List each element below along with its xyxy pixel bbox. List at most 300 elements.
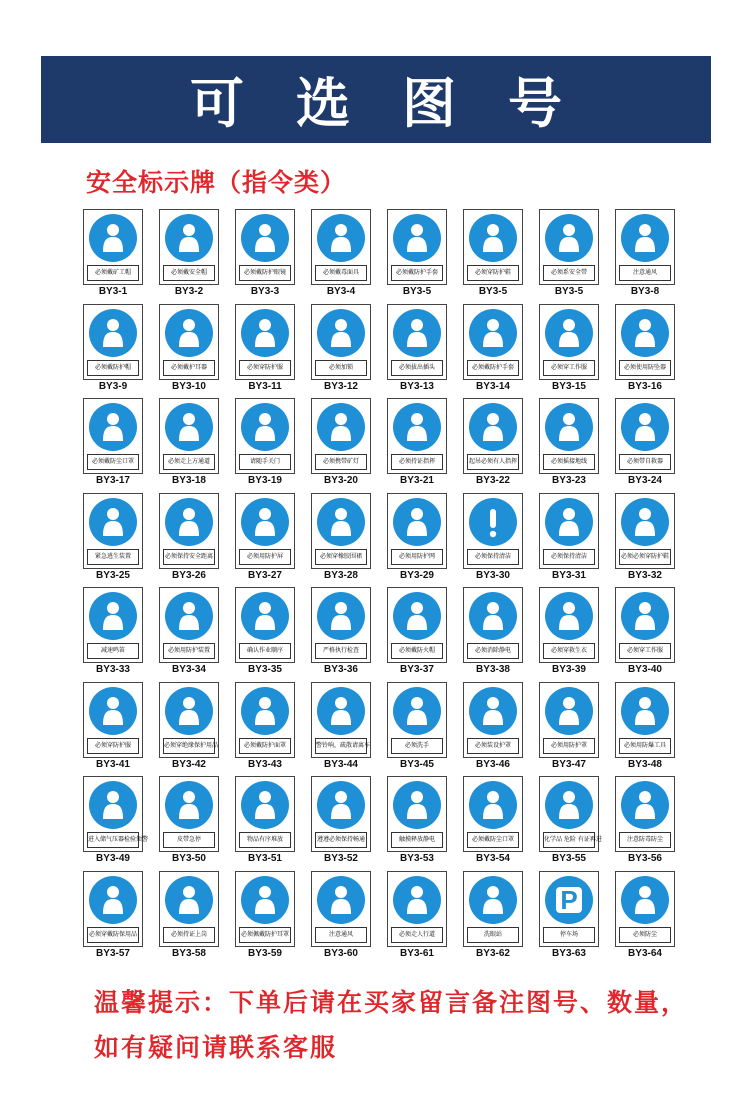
- sign-card: [159, 587, 219, 663]
- sign-item: [379, 491, 455, 585]
- sign-card: [159, 871, 219, 947]
- sign-label: 起吊必须有人指挥: [467, 454, 519, 470]
- crane-icon: [469, 403, 517, 451]
- sign-label: 必须穿橡胶围裙: [315, 549, 367, 565]
- sign-item: [75, 302, 151, 396]
- handwash-icon: [393, 687, 441, 735]
- sign-card: [311, 776, 371, 852]
- sign-item: [379, 680, 455, 774]
- sign-label: 必须装设护罩: [467, 738, 519, 754]
- sign-card: [387, 493, 447, 569]
- sign-code: BY3-63: [552, 947, 586, 959]
- sign-code: BY3-46: [476, 758, 510, 770]
- sign-code: BY3-58: [172, 947, 206, 959]
- sign-label: 必须戴防护帽: [87, 360, 139, 376]
- sign-label: 必须佩戴防护耳罩: [239, 927, 291, 943]
- sign-card: [387, 776, 447, 852]
- sign-card: [539, 776, 602, 852]
- sign-code: BY3-4: [326, 286, 356, 297]
- sign-card: [463, 398, 523, 474]
- certificate-icon: [165, 876, 213, 924]
- sign-card: [235, 776, 295, 852]
- sign-code: BY3-61: [400, 947, 434, 959]
- sign-code: BY3-37: [400, 664, 434, 675]
- sign-label: 必须用防护网: [391, 549, 443, 565]
- svg-text:P: P: [560, 884, 578, 915]
- sign-item: [455, 491, 531, 585]
- sign-label: 必须戴防护眼镜: [239, 265, 291, 281]
- sign-item: [151, 585, 227, 679]
- sign-label: 进入储气压器检验须警: [87, 832, 139, 848]
- sign-item: [303, 869, 379, 963]
- tools-icon: [621, 687, 669, 735]
- sign-label: 必须洗手: [391, 738, 443, 754]
- escape-icon: [89, 498, 137, 546]
- sign-card: [463, 209, 523, 285]
- sign-label: 减速鸣笛: [87, 643, 139, 659]
- hardhat-icon: [165, 214, 213, 262]
- sign-card: [311, 871, 371, 947]
- sign-code: BY3-49: [96, 853, 130, 864]
- bell-icon: [317, 687, 365, 735]
- shield-icon: [241, 498, 289, 546]
- sign-item: [303, 396, 379, 490]
- apron-icon: [317, 498, 365, 546]
- sign-label: 停车场: [543, 927, 595, 943]
- sign-card: [159, 493, 219, 569]
- sign-item: [455, 869, 531, 963]
- sign-card: [539, 398, 599, 474]
- sign-item: [607, 396, 683, 490]
- self-rescuer-icon: [621, 403, 669, 451]
- goggles-icon: [241, 214, 289, 262]
- sign-card: [159, 398, 219, 474]
- sign-code: BY3-34: [172, 664, 206, 675]
- dust-icon: [621, 876, 669, 924]
- lock-icon: [317, 309, 365, 357]
- ground-icon: [545, 403, 593, 451]
- sign-item: [531, 680, 607, 774]
- net-icon: [393, 498, 441, 546]
- sign-code: BY3-54: [476, 853, 510, 864]
- sign-code: BY3-41: [96, 758, 130, 770]
- sign-item: [607, 491, 683, 585]
- section-subtitle: 安全标示牌（指令类）: [86, 168, 347, 197]
- warm-tip: 温馨提示：下单后请在买家留言备注图号、数量，如有疑问请联系客服: [94, 988, 689, 1062]
- sign-label: 必须戴防尘口罩: [467, 832, 519, 848]
- sign-code: BY3-17: [96, 475, 130, 486]
- sign-code: BY3-15: [552, 380, 586, 392]
- sign-code: BY3-30: [476, 569, 510, 581]
- sequence-icon: [241, 592, 289, 640]
- sign-card: [235, 209, 295, 285]
- sign-card: [615, 209, 675, 285]
- sign-code: BY3-31: [552, 569, 586, 581]
- worker-icon: [621, 592, 669, 640]
- earmuff-icon: [165, 309, 213, 357]
- sign-card: [235, 587, 295, 663]
- sign-item: [379, 396, 455, 490]
- hazmat-truck-icon: [545, 781, 593, 829]
- mask-icon: [469, 781, 517, 829]
- sign-label: 遵遵必须保持畅通: [315, 832, 367, 848]
- sign-card: [83, 493, 143, 569]
- sign-code: BY3-5: [402, 286, 432, 297]
- sign-code: BY3-14: [476, 380, 510, 392]
- parking-icon: [545, 876, 593, 924]
- touch-icon: [393, 781, 441, 829]
- sign-code: BY3-53: [400, 853, 434, 864]
- glove-icon: [393, 214, 441, 262]
- sign-item: [455, 680, 531, 774]
- sign-label: 紧急逃生装置: [87, 549, 139, 565]
- sign-code: BY3-62: [476, 947, 510, 959]
- sign-code: BY3-48: [628, 758, 662, 770]
- sign-card: [83, 776, 149, 852]
- cleaning-icon: [545, 498, 593, 546]
- sign-code: BY3-19: [248, 475, 282, 486]
- sign-card: [311, 398, 371, 474]
- harness-icon: [545, 214, 593, 262]
- sign-label: 必须保持清洁: [467, 549, 519, 565]
- sign-item: [531, 302, 607, 396]
- suit-icon: [241, 309, 289, 357]
- sign-card: [235, 493, 295, 569]
- sign-item: [75, 680, 151, 774]
- sign-item: [151, 680, 227, 774]
- sign-label: 必须戴护耳器: [163, 360, 215, 376]
- sign-item: [227, 774, 303, 868]
- sign-label: 必须带自救器: [619, 454, 671, 470]
- sign-code: BY3-9: [98, 380, 128, 392]
- sign-label: 皮带急停: [163, 832, 215, 848]
- sign-label: 必须摇接地线: [543, 454, 595, 470]
- sign-code: BY3-33: [96, 664, 130, 675]
- respirator-icon: [621, 781, 669, 829]
- sign-item: [75, 774, 151, 868]
- sign-item: [531, 585, 607, 679]
- sign-item: [455, 774, 531, 868]
- sign-item: [151, 207, 227, 301]
- workwear-icon: [545, 309, 593, 357]
- sign-card: [539, 871, 599, 947]
- sign-item: [75, 207, 151, 301]
- sign-code: BY3-5: [478, 286, 508, 297]
- sign-code: BY3-51: [248, 853, 282, 864]
- sign-label: 触摸释放静电: [391, 832, 443, 848]
- sign-card: [235, 871, 295, 947]
- sign-card: [83, 209, 143, 285]
- sign-code: BY3-55: [552, 853, 586, 864]
- sign-item: [227, 491, 303, 585]
- sign-card: [387, 209, 447, 285]
- sign-label: 必须消除静电: [467, 643, 519, 659]
- sign-card: [311, 304, 371, 380]
- sign-card: [615, 304, 675, 380]
- sign-label: 严格执行检查: [315, 643, 367, 659]
- insulated-glove-icon: [165, 687, 213, 735]
- sign-item: [531, 491, 607, 585]
- hood-icon: [545, 687, 593, 735]
- sign-code: BY3-23: [552, 475, 586, 486]
- sign-label: 必须穿戴防保用品: [87, 927, 139, 943]
- sign-label: 注意通风: [619, 265, 671, 281]
- sign-code: BY3-56: [628, 853, 662, 864]
- sign-item: [227, 396, 303, 490]
- sign-item: [151, 396, 227, 490]
- sign-item: [379, 774, 455, 868]
- sign-item: [531, 774, 607, 868]
- fan-icon: [621, 214, 669, 262]
- faceshield-icon: [241, 687, 289, 735]
- sign-card: [83, 871, 143, 947]
- sign-label: 必须穿救生衣: [543, 643, 595, 659]
- stop-icon: [165, 781, 213, 829]
- sign-label: 必须走人行道: [391, 927, 443, 943]
- sign-label: 必须穿工作服: [619, 643, 671, 659]
- sign-label: 必须用防护罩: [543, 738, 595, 754]
- sign-code: BY3-26: [172, 569, 206, 581]
- boot-icon: [469, 214, 517, 262]
- sign-code: BY3-8: [630, 286, 660, 297]
- sign-item: [75, 869, 151, 963]
- sign-item: [151, 491, 227, 585]
- sign-card: [463, 682, 523, 758]
- sign-code: BY3-39: [552, 664, 586, 675]
- sign-item: [303, 207, 379, 301]
- sign-item: [455, 302, 531, 396]
- sign-label: 注意通风: [315, 927, 367, 943]
- sign-code: BY3-5: [554, 286, 584, 297]
- flagman-icon: [393, 403, 441, 451]
- sign-item: [607, 207, 683, 301]
- sign-code: BY3-32: [628, 569, 662, 581]
- sign-label: 必须穿防护鞋: [467, 265, 519, 281]
- sign-item: [227, 680, 303, 774]
- sign-card: [615, 871, 675, 947]
- sign-card: [311, 493, 371, 569]
- sign-code: BY3-38: [476, 664, 510, 675]
- overpass-icon: [165, 403, 213, 451]
- coverall-icon: [89, 687, 137, 735]
- sign-label: 必须戴安全帽: [163, 265, 215, 281]
- sign-code: BY3-64: [628, 947, 662, 959]
- ventilation-icon: [317, 876, 365, 924]
- sign-card: [159, 682, 219, 758]
- sign-label: 必须持证指挥: [391, 454, 443, 470]
- fall-arrester-icon: [621, 309, 669, 357]
- exclamation-icon: [469, 498, 517, 546]
- sign-card: [615, 587, 675, 663]
- gloves-icon: [469, 309, 517, 357]
- sign-card: [83, 398, 143, 474]
- sign-label: 必须戴防护手套: [391, 265, 443, 281]
- sign-card: [463, 493, 523, 569]
- sign-label: 必须穿防护服: [87, 738, 139, 754]
- sign-item: [531, 869, 607, 963]
- sign-label: 必须持证上岗: [163, 927, 215, 943]
- sign-item: [75, 491, 151, 585]
- page-title: 可选图号: [190, 72, 614, 135]
- pressure-icon: [89, 781, 137, 829]
- sign-card: [387, 398, 447, 474]
- sign-item: [607, 680, 683, 774]
- static-icon: [469, 592, 517, 640]
- sign-code: BY3-57: [96, 947, 130, 959]
- sign-item: [607, 585, 683, 679]
- sign-label: 必须使用防坠器: [619, 360, 671, 376]
- sign-code: BY3-29: [400, 569, 434, 581]
- sign-card: [615, 398, 675, 474]
- sign-code: BY3-47: [552, 758, 586, 770]
- walkway-icon: [393, 876, 441, 924]
- sign-label: 必须戴矿工帽: [87, 265, 139, 281]
- checklist-icon: [317, 592, 365, 640]
- sign-item: [379, 302, 455, 396]
- sign-item: [303, 585, 379, 679]
- sign-label: 必须必须穿防护鞋: [619, 549, 671, 565]
- door-icon: [241, 403, 289, 451]
- sign-item: [455, 585, 531, 679]
- sign-label: 必须保持安全距离: [163, 549, 215, 565]
- sign-code: BY3-27: [248, 569, 282, 581]
- sign-label: 必须系安全带: [543, 265, 595, 281]
- sign-code: BY3-16: [628, 380, 662, 392]
- sign-label: 必须用防爆工具: [619, 738, 671, 754]
- sign-card: [615, 682, 675, 758]
- sign-code: BY3-36: [324, 664, 358, 675]
- sign-code: BY3-44: [324, 758, 358, 770]
- sign-item: [151, 869, 227, 963]
- sign-item: [303, 302, 379, 396]
- sign-label: 化学品 危险 有证再进: [543, 832, 595, 848]
- sign-item: [379, 869, 455, 963]
- sign-item: [303, 680, 379, 774]
- sign-item: [607, 774, 683, 868]
- sign-item: [607, 302, 683, 396]
- sign-card: [387, 682, 447, 758]
- sign-item: [455, 207, 531, 301]
- sign-item: [607, 869, 683, 963]
- sign-label: 必须戴防护面罩: [239, 738, 291, 754]
- horn-icon: [89, 592, 137, 640]
- sign-label: 确认作业顺序: [239, 643, 291, 659]
- sign-label: 必须戴防火帽: [391, 643, 443, 659]
- sign-item: [75, 585, 151, 679]
- sign-item: [227, 302, 303, 396]
- sign-item: [379, 585, 455, 679]
- sign-label: 必须戴防尘口罩: [87, 454, 139, 470]
- sign-item: [455, 396, 531, 490]
- sign-code: BY3-21: [400, 475, 434, 486]
- sign-card: [311, 682, 371, 758]
- sign-label: 必须防尘: [619, 927, 671, 943]
- sign-code: BY3-28: [324, 569, 358, 581]
- sign-code: BY3-20: [324, 475, 358, 486]
- guard-icon: [165, 592, 213, 640]
- sign-label: 必须用防护屏: [239, 549, 291, 565]
- sign-card: [387, 587, 447, 663]
- sign-code: BY3-24: [628, 475, 662, 486]
- sign-item: [303, 774, 379, 868]
- sign-label: 警铃响，疏散请离车: [315, 738, 367, 754]
- sign-label: 洗眼站: [467, 927, 519, 943]
- sign-code: BY3-18: [172, 475, 206, 486]
- sign-card: [615, 493, 675, 569]
- sign-label: 必须保持清洁: [543, 549, 595, 565]
- eyewash-icon: [469, 876, 517, 924]
- sign-label: 必须加锁: [315, 360, 367, 376]
- sign-card: [539, 209, 599, 285]
- sign-item: [151, 774, 227, 868]
- sign-label: 必须戴毒面具: [315, 265, 367, 281]
- page-header: [41, 56, 711, 143]
- sign-label: 必须穿工作服: [543, 360, 595, 376]
- sign-card: [83, 682, 143, 758]
- sign-label: 必须穿绝缘保护用品: [163, 738, 215, 754]
- sign-code: BY3-42: [172, 758, 206, 770]
- passage-icon: [317, 781, 365, 829]
- sign-card: [463, 587, 523, 663]
- sign-code: BY3-45: [400, 758, 434, 770]
- sign-card: [159, 776, 219, 852]
- truck-icon: [393, 592, 441, 640]
- sign-code: BY3-1: [98, 286, 128, 297]
- sign-item: [303, 491, 379, 585]
- sign-item: [75, 396, 151, 490]
- sign-card: [387, 304, 447, 380]
- lifejacket-icon: [545, 592, 593, 640]
- sign-code: BY3-10: [172, 380, 206, 392]
- ppe-icon: [89, 876, 137, 924]
- sign-card: [311, 587, 371, 663]
- sign-card: [539, 587, 599, 663]
- dustmask-icon: [89, 403, 137, 451]
- gasmask-icon: [317, 214, 365, 262]
- sign-card: [235, 398, 295, 474]
- sign-item: [379, 207, 455, 301]
- sign-card: [539, 493, 599, 569]
- sign-item: [151, 302, 227, 396]
- sign-item: [227, 585, 303, 679]
- sign-code: BY3-2: [174, 286, 204, 297]
- sign-item: [227, 207, 303, 301]
- sign-card: [159, 209, 219, 285]
- sign-item: [531, 396, 607, 490]
- sign-code: BY3-25: [96, 569, 130, 581]
- sign-code: BY3-13: [400, 380, 434, 392]
- sign-label: 必须穿防护服: [239, 360, 291, 376]
- boxes-icon: [241, 781, 289, 829]
- sign-card: [463, 304, 523, 380]
- sign-code: BY3-40: [628, 664, 662, 675]
- helmet-icon: [89, 214, 137, 262]
- cylinder-icon: [165, 498, 213, 546]
- sign-code: BY3-12: [324, 380, 358, 392]
- plug-icon: [393, 309, 441, 357]
- sign-card: [159, 304, 219, 380]
- sign-code: BY3-35: [248, 664, 282, 675]
- sign-card: [235, 682, 295, 758]
- sign-code: BY3-3: [250, 286, 280, 297]
- sign-label: 请随手关门: [239, 454, 291, 470]
- sign-card: [463, 871, 523, 947]
- minelamp-icon: [317, 403, 365, 451]
- sign-code: BY3-22: [476, 475, 510, 486]
- sign-code: BY3-52: [324, 853, 358, 864]
- sign-code: BY3-50: [172, 853, 206, 864]
- cap-icon: [89, 309, 137, 357]
